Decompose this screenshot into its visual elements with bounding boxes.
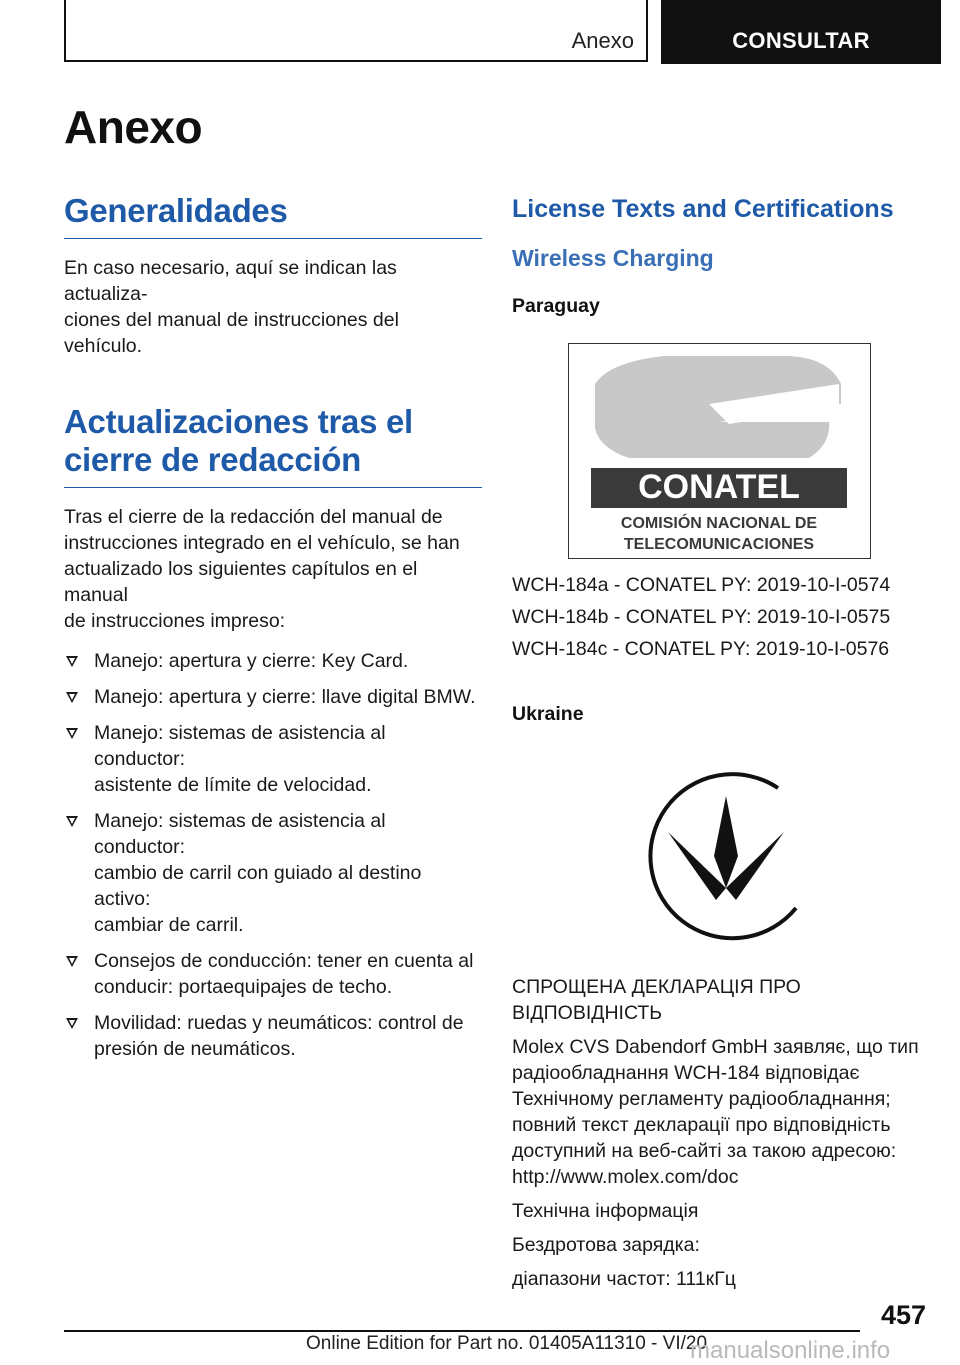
logo-name: CONATEL (638, 468, 800, 506)
cert-line: WCH-184b - CONATEL PY: 2019-10-I-0575 (512, 606, 891, 628)
list-item: Movilidad: ruedas y neumáticos: control de presión de neumáticos. (64, 1010, 482, 1062)
section-tab-label: Anexo (571, 28, 634, 53)
logo-line-1: COMISIÓN NACIONAL DE (620, 515, 818, 532)
tech-info: Технічна інформація (512, 1200, 699, 1222)
license-heading: License Texts and Certifications (512, 195, 894, 223)
actualizaciones-heading: Actualizaciones tras el cierre de redacción (64, 403, 482, 488)
consult-tab-label: CONSULTAR (732, 28, 870, 53)
left-column (64, 188, 482, 1072)
page-title: Anexo (64, 101, 203, 153)
triangle-bullet-icon (66, 816, 78, 827)
list-item: Manejo: apertura y cierre: Key Card. (64, 648, 482, 674)
wireless-charging-heading: Wireless Charging (512, 245, 714, 271)
list-item: Manejo: sistemas de asistencia al conductor: cambio de carril con guiado al destino activo: cambiar de carril. (64, 808, 482, 938)
paraguay-certs (512, 572, 890, 662)
triangle-bullet-icon (66, 956, 78, 967)
wireless-info: Бездротова зарядка: (512, 1234, 700, 1256)
consult-tab[interactable] (661, 0, 941, 64)
triangle-bullet-icon (66, 728, 78, 739)
section-tab[interactable] (64, 0, 648, 62)
actualizaciones-intro: Tras el cierre de la redacción del manual de instrucciones integrado en el vehículo, se han actualizado los siguientes capítulos en el manual de instrucciones impreso: (64, 506, 460, 632)
triangle-bullet-icon (66, 656, 78, 667)
list-item: Manejo: sistemas de asistencia al conductor: asistente de límite de velocidad. (64, 720, 482, 798)
conatel-logo (568, 343, 871, 559)
ukraine-text (512, 974, 922, 1292)
triangle-bullet-icon (66, 1018, 78, 1029)
ukraine-label: Ukraine (512, 703, 584, 725)
triangle-bullet-icon (66, 692, 78, 703)
ukraine-conformity-mark-icon (628, 758, 824, 954)
conatel-emblem-icon (569, 344, 869, 557)
logo-line-2: TELECOMUNICACIONES (623, 536, 815, 553)
frequency-info: діапазони частот: 111кГц (512, 1268, 736, 1290)
paraguay-label: Paraguay (512, 295, 600, 317)
generalidades-heading: Generalidades (64, 188, 482, 239)
watermark: manualsonline.info (690, 1337, 891, 1364)
declaration-title: СПРОЩЕНА ДЕКЛАРАЦІЯ ПРО ВІДПОВІДНІСТЬ (512, 976, 801, 1024)
list-item: Manejo: apertura y cierre: llave digital BMW. (64, 684, 482, 710)
list-item: Consejos de conducción: tener en cuenta al conducir: portaequipajes de techo. (64, 948, 482, 1000)
cert-line: WCH-184c - CONATEL PY: 2019-10-I-0576 (512, 638, 890, 660)
page-number: 457 (880, 1300, 926, 1330)
footer-divider (64, 1330, 860, 1332)
updates-list (64, 648, 482, 1062)
cert-line: WCH-184a - CONATEL PY: 2019-10-I-0574 (512, 574, 891, 596)
declaration-body: Molex CVS Dabendorf GmbH заявляє, що тип радіообладнання WCH-184 відповідає Технічному регламенту радіообладнання; повний текст декларації про відповідність доступний на веб-сайті за такою адресою: http://www.molex.com/doc (512, 1036, 919, 1188)
generalidades-text: En caso necesario, aquí se indican las actualiza- ciones del manual de instrucciones del vehículo. (64, 257, 399, 357)
molex-link[interactable]: http://www.molex.com/doc (512, 1166, 739, 1188)
footer-edition: Online Edition for Part no. 01405A11310 - VI/20 manualsonline.info (306, 1333, 891, 1364)
